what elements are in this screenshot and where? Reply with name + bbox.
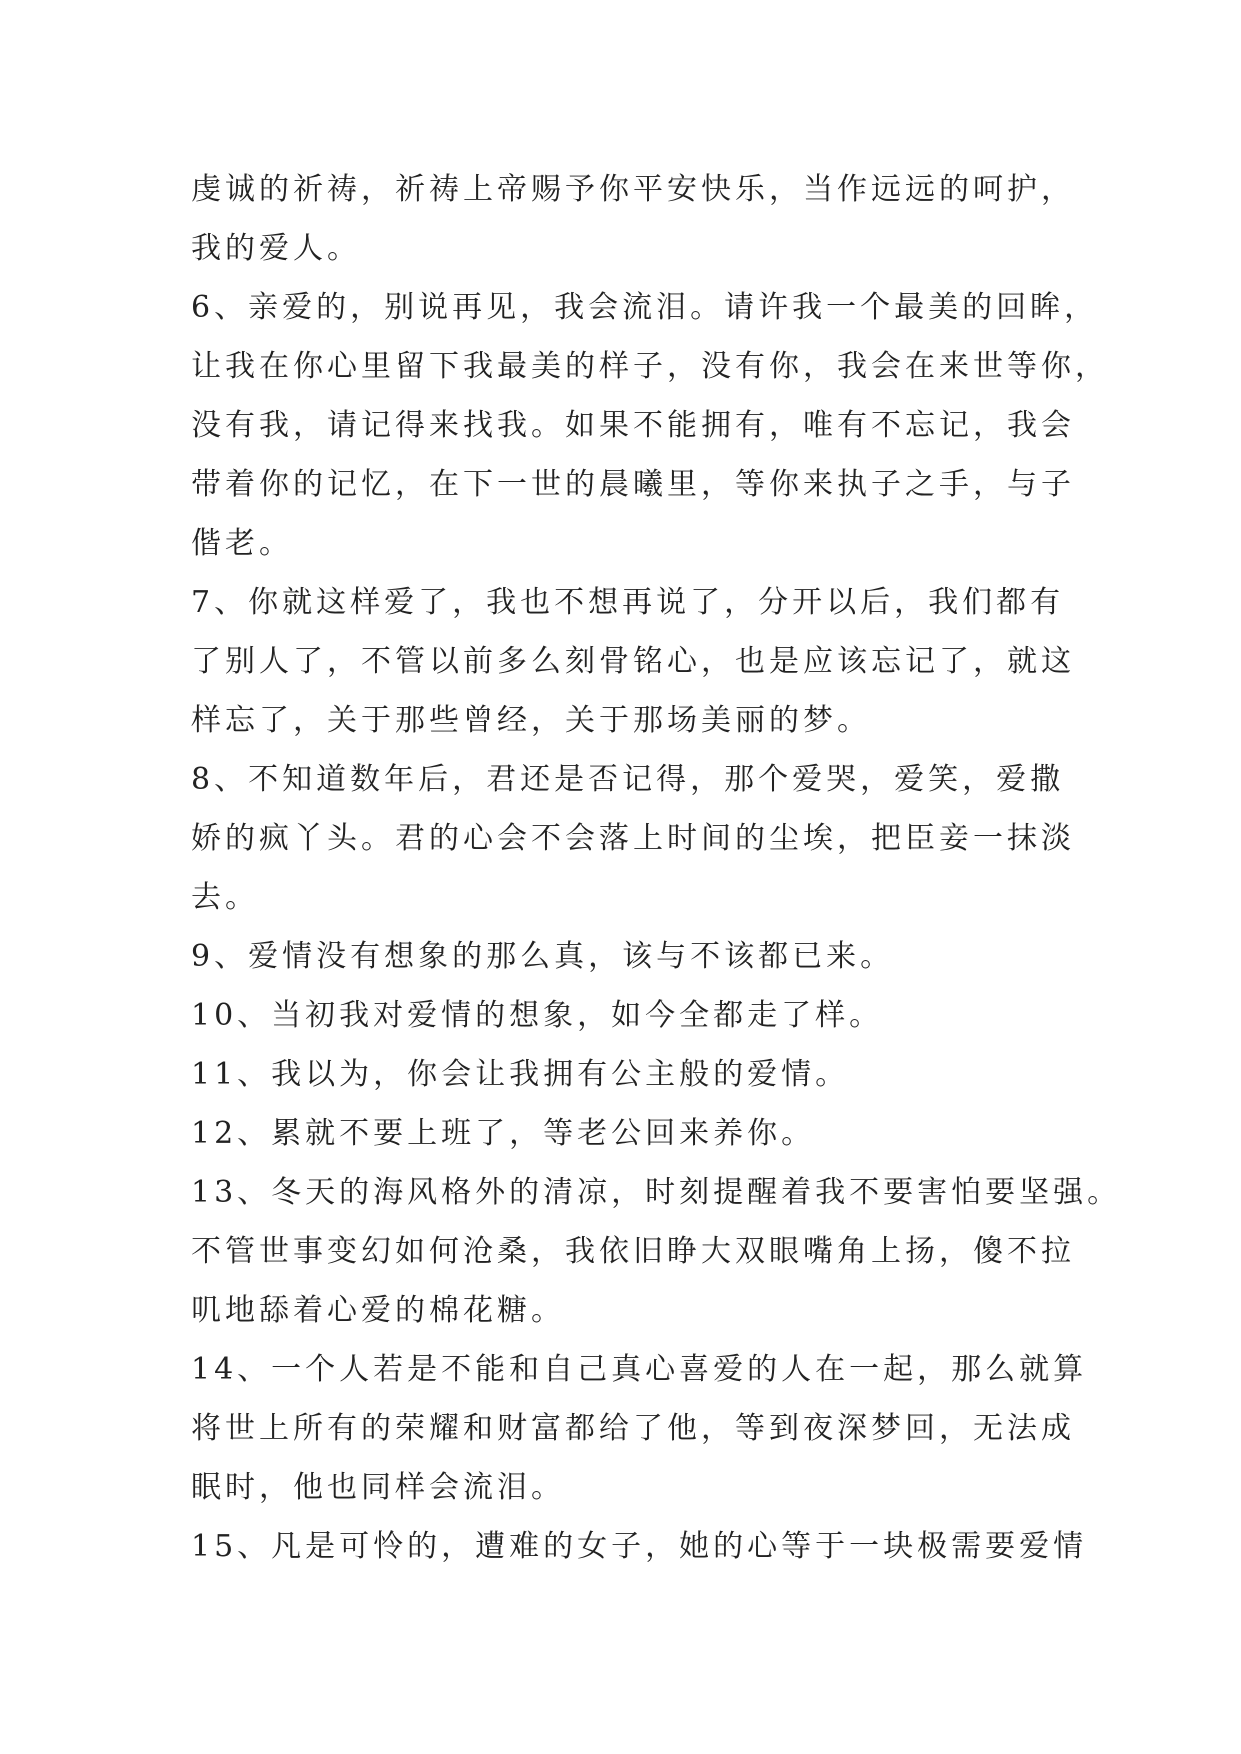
text-line: 11、我以为，你会让我拥有公主般的爱情。 <box>191 1057 850 1092</box>
text-line: 12、累就不要上班了，等老公回来养你。 <box>191 1116 816 1151</box>
text-line: 眠时，他也同样会流泪。 <box>191 1470 565 1505</box>
text-line: 6、亲爱的，别说再见，我会流泪。请许我一个最美的回眸， <box>191 290 1099 325</box>
text-line: 9、爱情没有想象的那么真，该与不该都已来。 <box>191 939 895 974</box>
text-line: 叽地舔着心爱的棉花糖。 <box>191 1293 565 1328</box>
text-line: 15、凡是可怜的，遭难的女子，她的心等于一块极需要爱情 <box>191 1529 1088 1564</box>
document-body <box>191 160 1122 1576</box>
text-line: 7、你就这样爱了，我也不想再说了，分开以后，我们都有 <box>191 585 1065 620</box>
text-line: 偕老。 <box>191 526 293 561</box>
text-line: 样忘了，关于那些曾经，关于那场美丽的梦。 <box>191 703 871 738</box>
text-line: 10、当初我对爱情的想象，如今全都走了样。 <box>191 998 884 1033</box>
text-line: 去。 <box>191 880 259 915</box>
text-line: 带着你的记忆，在下一世的晨曦里，等你来执子之手，与子 <box>191 467 1075 502</box>
text-line: 娇的疯丫头。君的心会不会落上时间的尘埃，把臣妾一抹淡 <box>191 821 1075 856</box>
text-line: 不管世事变幻如何沧桑，我依旧睁大双眼嘴角上扬，傻不拉 <box>191 1234 1075 1269</box>
text-line: 13、冬天的海风格外的清凉，时刻提醒着我不要害怕要坚强。 <box>191 1175 1122 1210</box>
text-line: 将世上所有的荣耀和财富都给了他，等到夜深梦回，无法成 <box>191 1411 1075 1446</box>
text-line: 没有我，请记得来找我。如果不能拥有，唯有不忘记，我会 <box>191 408 1075 443</box>
text-line: 8、不知道数年后，君还是否记得，那个爱哭，爱笑，爱撒 <box>191 762 1065 797</box>
text-line: 14、一个人若是不能和自己真心喜爱的人在一起，那么就算 <box>191 1352 1088 1387</box>
text-line: 了别人了，不管以前多么刻骨铭心，也是应该忘记了，就这 <box>191 644 1075 679</box>
text-line: 我的爱人。 <box>191 231 361 266</box>
text-line: 虔诚的祈祷，祈祷上帝赐予你平安快乐，当作远远的呵护， <box>191 172 1075 207</box>
text-line: 让我在你心里留下我最美的样子，没有你，我会在来世等你， <box>191 349 1109 384</box>
